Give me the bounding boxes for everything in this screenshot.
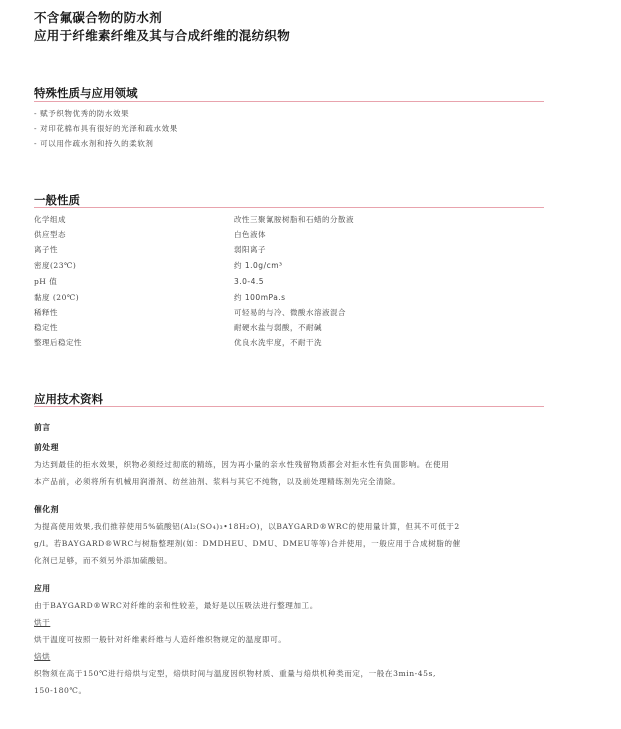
property-key: 黏度 (20℃) [34, 293, 80, 302]
property-row [34, 261, 554, 276]
paragraph-line: 为达到最佳的拒水效果，织物必须经过彻底的精练，因为再小量的亲水性残留物质都会对拒水性有负面影响。在使用 [34, 460, 450, 469]
section-divider [34, 406, 544, 407]
property-key: pH 值 [34, 277, 58, 286]
property-key: 整理后稳定性 [34, 338, 82, 347]
section-divider [34, 101, 544, 102]
property-value: 约 100mPa.s [234, 293, 286, 302]
document-title-line-2: 应用于纤维素纤维及其与合成纤维的混纺织物 [34, 28, 291, 43]
property-key: 稳定性 [34, 323, 58, 332]
paragraph-line: 织物须在高于150℃进行焙烘与定型，焙烘时间与温度因织物材质、重量与焙烘机种类而定，一般在3min-45s, [34, 669, 436, 678]
bullet-item: - 对印花棉布具有很好的光泽和疏水效果 [34, 124, 178, 133]
label-curing: 焙烘 [34, 652, 51, 661]
paragraph-line: 烘干温度可按照一般针对纤维素纤维与人造纤维织物规定的温度即可。 [34, 635, 287, 644]
property-value: 优良水洗牢度，不耐干洗 [234, 338, 322, 347]
document-title-line-1: 不含氟碳合物的防水剂 [34, 10, 163, 25]
property-row [34, 230, 554, 245]
section-heading-special: 特殊性质与应用领域 [34, 86, 138, 100]
property-row [34, 277, 554, 292]
property-row [34, 338, 554, 353]
paragraph-line: 150-180℃。 [34, 686, 87, 695]
property-row [34, 323, 554, 338]
subheading-catalyst: 催化剂 [34, 505, 59, 514]
property-key: 化学组成 [34, 215, 66, 224]
section-divider [34, 207, 544, 208]
property-key: 稀释性 [34, 308, 58, 317]
paragraph-line: 本产品前，必须将所有机械用润滑剂、纺丝油剂、浆料与其它不纯物，以及前处理精练剂先完全清除。 [34, 477, 401, 486]
property-row [34, 245, 554, 260]
bullet-item: - 可以用作疏水剂和持久的柔软剂 [34, 139, 154, 148]
property-value: 弱阳离子 [234, 245, 266, 254]
subheading-usage: 应用 [34, 584, 51, 593]
paragraph-line: 由于BAYGARD®WRC对纤维的亲和性较差，最好是以压吸法进行整理加工。 [34, 601, 318, 610]
property-value: 耐硬水盐与弱酸，不耐碱 [234, 323, 322, 332]
property-value: 可轻易的与冷、微酸水溶液混合 [234, 308, 346, 317]
property-value: 改性三聚氰胺树脂和石蜡的分散液 [234, 215, 354, 224]
property-row [34, 215, 554, 230]
property-key: 离子性 [34, 245, 58, 254]
paragraph-line: 为提高使用效果,我们推荐使用5%硫酸铝(Al₂(SO₄)₃•18H₂O)，以BAYGARD®WRC的使用量计算，但其不可低于2 [34, 522, 460, 531]
property-row [34, 293, 554, 308]
section-heading-general: 一般性质 [34, 193, 80, 207]
section-heading-application: 应用技术资料 [34, 392, 103, 406]
property-key: 密度(23℃) [34, 261, 77, 270]
property-row [34, 308, 554, 323]
property-value: 约 1.0g/cm³ [234, 261, 283, 270]
bullet-item: - 赋予织物优秀的防水效果 [34, 109, 130, 118]
property-key: 供应型态 [34, 230, 66, 239]
property-value: 白色液体 [234, 230, 266, 239]
paragraph-line: 化剂已足够，而不须另外添加硫酸铝。 [34, 556, 173, 565]
subheading-foreword: 前言 [34, 423, 51, 432]
paragraph-line: g/l。若BAYGARD®WRC与树脂整理剂(如：DMDHEU、DMU、DMEU等等)合并使用，一般应用于合成树脂的催 [34, 539, 461, 548]
label-drying: 烘干 [34, 618, 51, 627]
subheading-pretreatment: 前处理 [34, 443, 59, 452]
property-value: 3.0-4.5 [234, 277, 265, 286]
